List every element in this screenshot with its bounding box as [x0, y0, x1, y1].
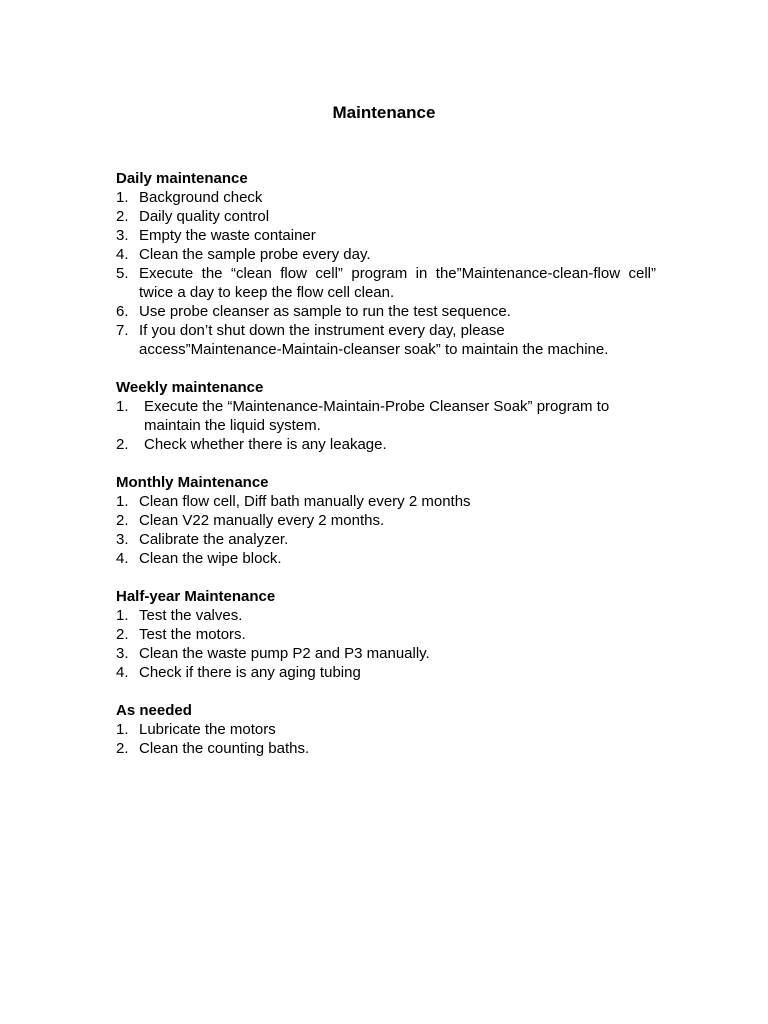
section-half-year-maintenance — [116, 587, 656, 682]
list-item — [116, 226, 656, 245]
item-number: 7. — [116, 322, 129, 339]
section-heading: Half-year Maintenance — [116, 588, 276, 605]
item-text: Background check — [139, 189, 263, 206]
list-item — [116, 321, 656, 359]
item-number: 2. — [116, 436, 129, 453]
section-heading: Monthly Maintenance — [116, 474, 269, 491]
item-number: 1. — [116, 607, 129, 624]
item-number: 5. — [116, 265, 129, 282]
item-number: 4. — [116, 550, 129, 567]
section-heading: Weekly maintenance — [116, 379, 264, 396]
list-item — [116, 188, 656, 207]
list-item — [116, 625, 656, 644]
item-text: Clean flow cell, Diff bath manually every 2 months — [139, 493, 471, 510]
item-text: Calibrate the analyzer. — [139, 531, 289, 548]
item-number: 1. — [116, 493, 129, 510]
item-text: Use probe cleanser as sample to run the test sequence. — [139, 303, 511, 320]
item-text: Clean V22 manually every 2 months. — [139, 512, 385, 529]
section-weekly-maintenance — [116, 378, 656, 454]
item-text: Lubricate the motors — [139, 721, 276, 738]
section-as-needed — [116, 701, 656, 758]
item-text: Daily quality control — [139, 208, 270, 225]
list-item — [116, 302, 656, 321]
document-body — [116, 169, 656, 777]
section-daily-maintenance — [116, 169, 656, 359]
item-number: 2. — [116, 512, 129, 529]
item-number: 2. — [116, 740, 129, 757]
item-text: Execute the “Maintenance-Maintain-Probe Cleanser Soak” program to maintain the liquid system. — [144, 398, 610, 434]
item-text: Execute the “clean flow cell” program in the”Maintenance-clean-flow cell” twice a day to keep the flow cell clean. — [139, 265, 656, 301]
item-text: Test the valves. — [139, 607, 243, 624]
list-item — [116, 511, 656, 530]
item-number: 2. — [116, 208, 129, 225]
item-number: 1. — [116, 721, 129, 738]
item-text: Clean the sample probe every day. — [139, 246, 371, 263]
list-item — [116, 397, 656, 435]
list-item — [116, 663, 656, 682]
list-item — [116, 644, 656, 663]
item-number: 4. — [116, 246, 129, 263]
list-item — [116, 530, 656, 549]
item-number: 4. — [116, 664, 129, 681]
section-heading: As needed — [116, 702, 192, 719]
list-item — [116, 606, 656, 625]
item-text: Check if there is any aging tubing — [139, 664, 361, 681]
item-text: If you don’t shut down the instrument every day, please access”Maintenance-Maintain-cleanser soak” to maintain the machine. — [139, 322, 609, 358]
item-number: 1. — [116, 398, 129, 415]
list-item — [116, 435, 656, 454]
item-text: Clean the wipe block. — [139, 550, 282, 567]
list-item — [116, 492, 656, 511]
list-item — [116, 549, 656, 568]
item-number: 6. — [116, 303, 129, 320]
item-text: Clean the waste pump P2 and P3 manually. — [139, 645, 430, 662]
section-heading: Daily maintenance — [116, 170, 248, 187]
item-number: 3. — [116, 645, 129, 662]
item-number: 3. — [116, 227, 129, 244]
list-item — [116, 207, 656, 226]
document-title: Maintenance — [332, 103, 436, 122]
list-item — [116, 245, 656, 264]
list-item — [116, 739, 656, 758]
item-number: 3. — [116, 531, 129, 548]
item-number: 1. — [116, 189, 129, 206]
item-number: 2. — [116, 626, 129, 643]
item-text: Empty the waste container — [139, 227, 316, 244]
item-text: Clean the counting baths. — [139, 740, 310, 757]
section-monthly-maintenance — [116, 473, 656, 568]
list-item — [116, 264, 656, 302]
list-item — [116, 720, 656, 739]
item-text: Test the motors. — [139, 626, 246, 643]
item-text: Check whether there is any leakage. — [144, 436, 387, 453]
